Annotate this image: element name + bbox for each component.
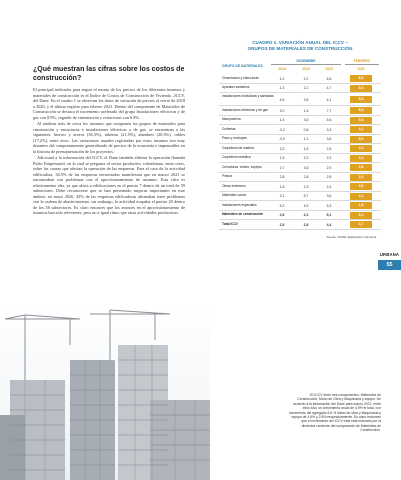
table-row	[219, 211, 381, 221]
row-label: Instalaciones especiales	[222, 202, 257, 207]
row-label: Cerraduras, vidrios, espejos	[222, 164, 262, 169]
row-value: 0,8	[303, 127, 309, 132]
row-value: 5,1	[326, 213, 332, 218]
row-value: 2,2	[303, 76, 309, 81]
row-value: 5,3	[326, 203, 332, 208]
row-value: 5,6	[326, 118, 332, 123]
row-label: Carpintería metálica	[222, 155, 251, 160]
section-label: URBANA	[379, 252, 400, 257]
row-value: 2,3	[303, 184, 309, 189]
iccv-table	[219, 40, 381, 239]
row-value-highlight: 6,8	[350, 75, 372, 82]
table-row	[219, 144, 381, 154]
table-row	[219, 201, 381, 211]
row-label: Pisos y enchapes	[222, 136, 247, 141]
row-label: Total ICCV	[222, 221, 238, 226]
row-label: Aparatos sanitarios	[222, 85, 250, 90]
row-value: 2,8	[303, 222, 309, 227]
article-column	[33, 66, 185, 217]
row-value: -0,2	[279, 127, 285, 132]
row-value: 3,8	[326, 137, 332, 142]
row-value: 2,7	[279, 165, 285, 170]
article-paragraph: Al analizar más de cerca los insumos que componen los grupos de materiales para cimentación y estructuras e instalaciones eléctricas y de gas, se encuentran a las siguientes: hierros y aceros (36,3%), tuberías (21,5%), alambres (20,3%), cables (17,2%), entre otros. Las variaciones anuales registradas por estos insumos son muy distantes del comportamiento generalizado de precios de la economía e impensables en la historia de presupuestación de los proyectos.	[33, 121, 185, 154]
footnote: ¹El ICCV tiene tres componentes: Materiales de Construcción, Mano de Obra y Maquinaria y equipo. De acuerdo a la información del Dane para marzo 2021, entre ellos tuvo un crecimiento anual de 4.9% el total, con incremento del agregado 6.6 % Mano de obra y Maquinaria y equipo de 4.6% y 2.8% respectivamente. Es claro entonces que el incremento del ICCV total está marcado por la dinámica creciente del componente de Materiales de Construcción.	[289, 393, 381, 433]
row-value-highlight: 4,1	[350, 126, 372, 133]
row-value: 2,8	[326, 146, 332, 151]
table-row	[219, 220, 381, 230]
row-label: Cubiertas	[222, 126, 236, 131]
row-value-highlight: 4,7	[350, 221, 372, 228]
december-header: DICIEMBRE	[271, 59, 341, 65]
row-label: Obras exteriores	[222, 183, 246, 188]
february-header: FEBRERO	[345, 59, 379, 65]
row-value-highlight: 5,6	[350, 117, 372, 124]
group-column-header: GRUPO DE MATERIALES	[222, 64, 263, 68]
row-value: 2,2	[303, 86, 309, 91]
row-value-highlight: 8,9	[350, 107, 372, 114]
row-value: 2,3	[326, 156, 332, 161]
row-label: Instalaciones eléctricas y de gas	[222, 107, 268, 112]
row-value-highlight: 4,1	[350, 193, 372, 200]
table-source: Fuente: DANE. Elaboración Camacol.	[326, 234, 377, 239]
row-value: 2,8	[279, 175, 285, 180]
year-header: 2018	[278, 67, 286, 71]
row-value: 1,6	[303, 146, 309, 151]
table-row	[219, 135, 381, 145]
table-row	[219, 106, 381, 116]
row-value: 2,8	[303, 175, 309, 180]
row-value: 3,0	[279, 108, 285, 113]
row-value: 1,1	[303, 137, 309, 142]
row-value: -0,9	[279, 137, 285, 142]
row-value: 4,2	[279, 76, 285, 81]
table-row	[219, 182, 381, 192]
row-value-highlight: 5,1	[350, 212, 372, 219]
row-value: 3,3	[326, 127, 332, 132]
row-value: 5,2	[279, 203, 285, 208]
row-value: 2,5	[279, 222, 285, 227]
row-value: 1,4	[279, 118, 285, 123]
row-value: 3,8	[303, 97, 309, 102]
table-title: CUADRO 1. VARIACIÓN ANUAL DEL ICCV – GRUPOS DE MATERIALES DE CONSTRUCCIÓN	[247, 40, 353, 51]
row-value: 3,6	[303, 118, 309, 123]
row-value-highlight: 3,3	[350, 174, 372, 181]
row-value-highlight: 5,3	[350, 85, 372, 92]
row-value: 7,7	[326, 108, 332, 113]
row-value: 2,4	[326, 184, 332, 189]
row-value: 1,3	[279, 86, 285, 91]
row-value: 2,2	[303, 213, 309, 218]
row-label: Carpintería de madera	[222, 145, 254, 150]
row-value-highlight: 5,0	[350, 136, 372, 143]
year-header: 2021	[357, 67, 365, 71]
table-row	[219, 93, 381, 106]
row-label: Materiales varios	[222, 193, 247, 198]
year-header: 2020	[325, 67, 333, 71]
row-value: 4,7	[326, 86, 332, 91]
table-row	[219, 154, 381, 164]
row-value: 2,2	[303, 156, 309, 161]
table-row	[219, 163, 381, 173]
row-value: 1,6	[303, 108, 309, 113]
row-value: 4,5	[279, 97, 285, 102]
table-body	[219, 74, 381, 230]
row-value: 4,1	[326, 97, 332, 102]
row-value-highlight: 3,6	[350, 183, 372, 190]
article-body	[33, 87, 185, 216]
article-question: ¿Qué muestran las cifras sobre los costos de construcción?	[33, 66, 185, 82]
row-value-highlight: 2,8	[350, 164, 372, 171]
year-header: 2019	[302, 67, 310, 71]
row-value-highlight: 1,8	[350, 202, 372, 209]
row-value: 3,6	[303, 165, 309, 170]
table-row	[219, 116, 381, 126]
row-value: 2,8	[326, 175, 332, 180]
row-value-highlight: 3,3	[350, 155, 372, 162]
article-paragraph: Adicional a la información del ICCV, el Dane también elabora la operación llamada Pulso Empresarial, en la cual se pregunta al sector productivo colombiano, entre otros, sobre las causas que afectan la operación de las empresas. Para el caso de la actividad edificadora, 34,5% de las empresas encuestadas manifiestan que en marzo 2021 se encontraban con problemas con el aprovisionamiento de insumos. Esta cifra es relativamente alta, ya que ubica a edificaciones en el puesto 7 dentro de un total de 59 subsectores. Debe reconocerse que se han presentado mejoras importantes en este ámbito: en mayo 2020, 43% de las empresas edificadoras afirmaban tener problemas con la cadena de abastecimiento, sin embargo, la actividad ocupaba el puesto 20 dentro de los 58 subsectores. Es claro entonces que los avances en el aprovisionamiento de insumos han sido relevantes, pero no a igual ritmo que otras actividades productivas.	[33, 155, 185, 215]
row-value: 5,7	[303, 194, 309, 199]
table-row	[219, 74, 381, 84]
construction-illustration	[0, 305, 210, 480]
row-value: 2,6	[279, 213, 285, 218]
row-label: Cimentación y estructuras	[222, 75, 259, 80]
page-number: 55	[378, 260, 401, 270]
row-value-highlight: 5,3	[350, 96, 372, 103]
row-value: 3,6	[326, 194, 332, 199]
table-row	[219, 192, 381, 202]
row-value: 1,5	[279, 156, 285, 161]
row-value: 1,6	[279, 184, 285, 189]
row-value: 3,1	[279, 194, 285, 199]
row-label: Mampostería	[222, 117, 241, 122]
row-label: Materiales de construcción	[222, 212, 264, 217]
table-row	[219, 173, 381, 183]
row-value-highlight: 3,2	[350, 145, 372, 152]
row-value: 6,8	[326, 76, 332, 81]
row-value: 4,9	[303, 203, 309, 208]
row-value: 3,3	[279, 146, 285, 151]
construction-buildings-image	[0, 305, 210, 480]
table-header	[219, 58, 381, 74]
row-label: Pintura	[222, 174, 233, 179]
row-value: 4,4	[326, 222, 332, 227]
table-row	[219, 125, 381, 135]
row-label: Instalaciones hidráulicas y sanitarias	[222, 93, 274, 98]
section-marker	[378, 252, 401, 270]
table-row	[219, 84, 381, 94]
article-paragraph: El principal indicador para seguir el monto de los precios de los diferentes insumos y materiales de construcción es el Índice de Costos de Construcción de Vivienda –ICCV, del Dane. En el cuadro 1 se observan los datos de variación de precios al cierre de 2018 a 2020, y el último registro para febrero 2021. Dentro del componente de Materiales de Construcción se destaca el incremento acelerado del grupo Instalaciones eléctricas y de gas con 8.9%, seguido de cimentación y estructuras con 6.8%.	[33, 87, 185, 120]
row-value: 2,9	[326, 165, 332, 170]
